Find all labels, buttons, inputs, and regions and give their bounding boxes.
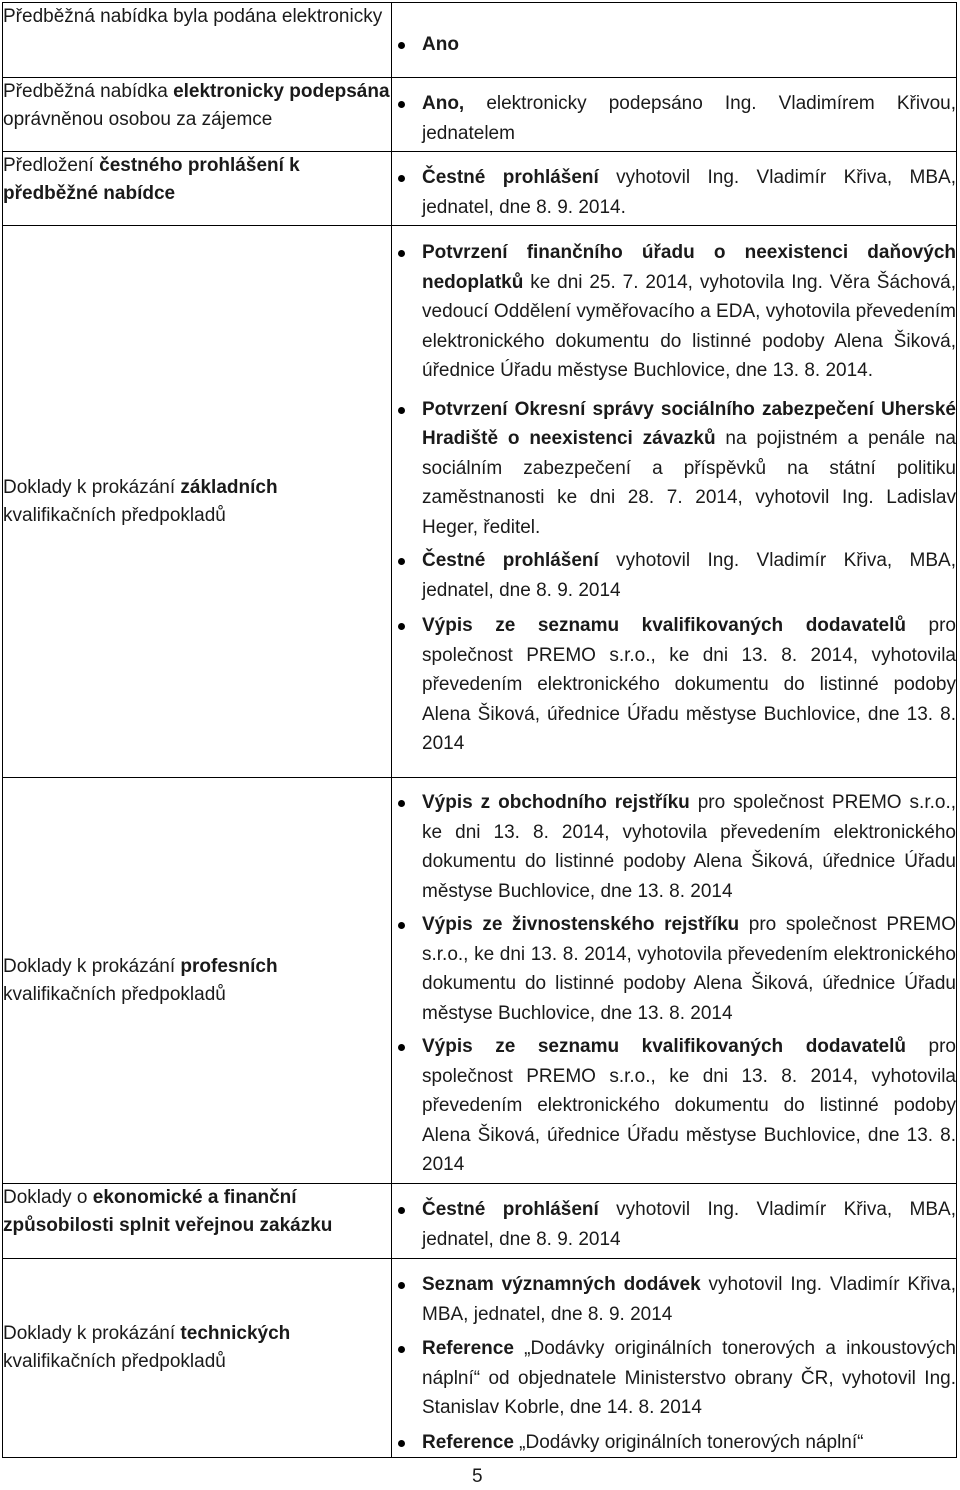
row-content-cell (392, 226, 957, 778)
list-item (392, 611, 956, 759)
item-bold-text: Potvrzení Okresní správy sociálního zabezpečení Uherské Hradiště o neexistenci závazků (422, 398, 956, 449)
list-item (392, 1270, 956, 1329)
label-bold-text: elektronicky podepsána (173, 81, 390, 102)
table-row (3, 152, 957, 226)
page-number: 5 (472, 1466, 483, 1487)
list-item (392, 1334, 956, 1423)
item-bold-text: Seznam významných dodávek (422, 1274, 701, 1295)
label-text: Doklady k prokázání (3, 476, 181, 498)
table-row (3, 1259, 957, 1458)
label-text: kvalifikačních předpokladů (3, 983, 226, 1005)
item-bold-text: Výpis z obchodního rejstříku (422, 792, 690, 813)
row-content-cell (392, 78, 957, 152)
table-row (3, 78, 957, 152)
row-label (3, 6, 382, 27)
list-item (392, 395, 956, 543)
label-text: Doklady k prokázání (3, 1323, 181, 1344)
table-row (3, 226, 957, 778)
item-text: na pojistném a penále na sociálním zabezpečení a příspěvků na státní politiku zaměstnanosti ke dni 28. 7. 2014, vyhotovil Ing. Ladislav Heger, ředitel. (422, 428, 956, 538)
item-text: pro společnost PREMO s.r.o., ke dni 13. 8. 2014, vyhotovila převedením elektronického dokumentu do listinné podoby Alena Šiková, úřednice Úřadu městyse Buchlovice, dne 13. 8. 2014 (422, 914, 956, 1024)
row-content-cell (392, 152, 957, 226)
item-text: „Dodávky originálních tonerových náplní“ (513, 1431, 864, 1453)
label-text: Předběžná nabídka (3, 81, 174, 102)
row-label-cell (3, 3, 392, 78)
row-content-cell (392, 1184, 957, 1259)
row-content-cell (392, 3, 957, 78)
label-text: kvalifikačních předpokladů (3, 504, 226, 526)
list-item (392, 1428, 956, 1458)
item-bold-text: Čestné prohlášení (422, 167, 599, 188)
label-text: kvalifikačních předpokladů (3, 1351, 226, 1372)
item-text: pro společnost PREMO s.r.o., ke dni 13. 8. 2014, vyhotovila převedením elektronického dokumentu do listinné podoby Alena Šiková, úřednice Úřadu městyse Buchlovice, dne 13. 8. 2014 (422, 792, 957, 902)
item-text: vyhotovil Ing. Vladimír Křiva, MBA, jednatel, dne 8. 9. 2014. (422, 167, 956, 218)
item-bold-text: Ano (422, 34, 459, 55)
list-item (392, 30, 956, 60)
label-bold-text: technických (180, 1323, 291, 1344)
row-label-cell (3, 78, 392, 152)
list-item (392, 1195, 956, 1254)
item-text: elektronicky podepsáno Ing. Vladimírem Křivou, jednatelem (422, 93, 956, 144)
label-bold-text: základních (180, 476, 278, 498)
item-bold-text: Výpis ze seznamu kvalifikovaných dodavatelů (422, 615, 906, 636)
list-item (392, 546, 956, 605)
table-row (3, 1184, 957, 1259)
row-content-cell (392, 1259, 957, 1458)
qualification-table (2, 2, 957, 1458)
item-text: „Dodávky originálních tonerových a inkoustových náplní“ od objednatele Ministerstvo obrany ČR, vyhotovil Ing. Stanislav Kobrle, dne 14. 8. 2014 (422, 1338, 956, 1418)
item-bold-text: Výpis ze seznamu kvalifikovaných dodavatelů (422, 1036, 906, 1057)
label-text: Doklady k prokázání (3, 955, 181, 977)
item-bold-text: Čestné prohlášení (422, 550, 599, 571)
item-text: pro společnost PREMO s.r.o., ke dni 13. 8. 2014, vyhotovila převedením elektronického dokumentu do listinné podoby Alena Šiková, úřednice Úřadu městyse Buchlovice, dne 13. 8. 2014 (422, 615, 956, 754)
row-label-cell (3, 152, 392, 226)
item-bold-text: Čestné prohlášení (422, 1199, 599, 1220)
item-bold-text: Reference (422, 1338, 514, 1359)
label-bold-text: ekonomické a finanční způsobilosti splnit veřejnou zakázku (3, 1187, 333, 1236)
label-text: oprávněnou osobou za zájemce (3, 109, 273, 130)
list-item (392, 1032, 956, 1180)
item-text: vyhotovil Ing. Vladimír Křiva, MBA, jednatel, dne 8. 9. 2014 (422, 550, 956, 601)
row-label (3, 81, 390, 130)
item-text: pro společnost PREMO s.r.o., ke dni 13. 8. 2014, vyhotovila převedením elektronického dokumentu do listinné podoby Alena Šiková, úřednice Úřadu městyse Buchlovice, dne 13. 8. 2014 (422, 1036, 956, 1175)
row-label-cell (3, 226, 392, 778)
item-text: vyhotovil Ing. Vladimír Křiva, MBA, jednatel, dne 8. 9. 2014 (422, 1199, 956, 1250)
item-bold-text: Výpis ze živnostenského rejstříku (422, 914, 740, 935)
item-text: vyhotovil Ing. Vladimír Křiva, MBA, jednatel, dne 8. 9. 2014 (422, 1274, 956, 1325)
row-label-cell (3, 1259, 392, 1458)
item-bold-text: Potvrzení finančního úřadu o neexistenci daňových nedoplatků (422, 242, 956, 293)
row-label (3, 155, 300, 204)
label-bold-text: profesních (180, 955, 278, 977)
label-text: Předložení (3, 155, 100, 176)
row-label (3, 956, 278, 1005)
item-bold-text: Reference (422, 1431, 514, 1453)
item-text: ke dni 25. 7. 2014, vyhotovila Ing. Věra Šáchová, vedoucí Oddělení vyměřovacího a EDA, vyhotovila převedením elektronického dokumentu do listinné podoby Alena Šiková, úřednice Úřadu městyse Buchlovice, dne 13. 8. 2014. (422, 271, 956, 381)
row-label (3, 477, 278, 526)
table-row (3, 778, 957, 1184)
item-bold-text: Ano, (422, 93, 465, 114)
label-text: Doklady o (3, 1187, 93, 1208)
row-label (3, 1187, 332, 1236)
row-label-cell (3, 1184, 392, 1259)
row-label (3, 1323, 290, 1372)
row-label-cell (3, 778, 392, 1184)
row-content-cell (392, 778, 957, 1184)
label-bold-text: čestného prohlášení k předběžné nabídce (3, 155, 300, 204)
list-item (392, 238, 956, 386)
list-item (392, 163, 956, 222)
list-item (392, 910, 956, 1028)
table-row (3, 3, 957, 78)
label-text: Předběžná nabídka byla podána elektronicky (3, 6, 383, 27)
list-item (392, 89, 956, 148)
list-item (392, 788, 956, 906)
